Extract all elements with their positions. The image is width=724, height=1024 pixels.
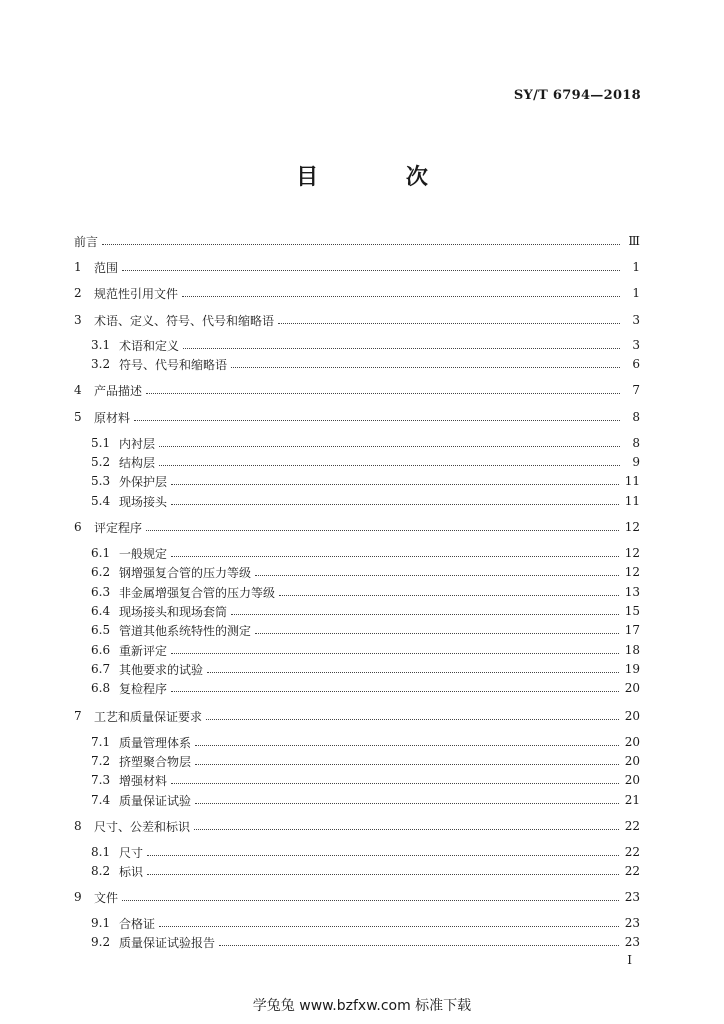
toc-entry-page: 19: [624, 662, 640, 676]
toc-entry[interactable]: [91, 733, 640, 751]
toc-entry-number: 6.3: [91, 585, 111, 599]
toc-entry-number: 7: [74, 709, 82, 723]
toc-entry-label: 符号、代号和缩略语: [119, 357, 228, 372]
toc-entry-page: 17: [624, 623, 640, 637]
toc-entry[interactable]: [91, 641, 640, 659]
toc-entry-page: 23: [624, 890, 640, 904]
toc-entry-page: 22: [624, 864, 640, 878]
toc-entry-label: 内衬层: [119, 436, 156, 451]
toc-entry-number: 3.1: [91, 338, 111, 352]
page-folio: I: [627, 953, 632, 967]
toc-entry-number: 8.1: [91, 845, 111, 859]
toc-entry-label: 质量保证试验报告: [119, 935, 216, 950]
toc-entry[interactable]: [91, 771, 640, 789]
toc-entry-label: 质量保证试验: [119, 793, 192, 808]
toc-entry-page: 3: [632, 313, 640, 327]
toc-entry-label: 复检程序: [119, 681, 168, 696]
toc-entry-number: 5.4: [91, 494, 111, 508]
toc-entry-page: Ⅲ: [628, 234, 640, 248]
toc-entry[interactable]: [74, 817, 640, 835]
toc-entry-page: 15: [624, 604, 640, 618]
toc-entry[interactable]: [74, 232, 640, 250]
toc-entry-number: 6: [74, 520, 82, 534]
toc-entry-page: 1: [632, 286, 640, 300]
toc-entry-page: 13: [624, 585, 640, 599]
toc-entry-page: 20: [624, 709, 640, 723]
dot-leader: [146, 529, 619, 531]
toc-entry[interactable]: [91, 544, 640, 562]
dot-leader: [183, 347, 620, 349]
dot-leader: [231, 613, 619, 615]
toc-entry[interactable]: [91, 492, 640, 510]
toc-entry[interactable]: [91, 434, 640, 452]
toc-entry[interactable]: [91, 933, 640, 951]
toc-entry[interactable]: [74, 888, 640, 906]
toc-entry-label: 钢增强复合管的压力等级: [119, 565, 252, 580]
toc-entry-number: 6.2: [91, 565, 111, 579]
toc-entry-label: 管道其他系统特性的测定: [119, 623, 252, 638]
toc-entry-label: 标识: [119, 864, 144, 879]
dot-leader: [219, 944, 619, 946]
dot-leader: [134, 419, 620, 421]
toc-entry[interactable]: [74, 707, 640, 725]
toc-entry-page: 20: [624, 754, 640, 768]
dot-leader: [231, 366, 620, 368]
toc-entry[interactable]: [91, 472, 640, 490]
toc-entry[interactable]: [91, 583, 640, 601]
dot-leader: [207, 671, 619, 673]
toc-entry[interactable]: [74, 381, 640, 399]
dot-leader: [122, 899, 619, 901]
toc-entry-page: 7: [632, 383, 640, 397]
toc-entry-number: 5.2: [91, 455, 111, 469]
toc-entry[interactable]: [74, 311, 640, 329]
toc-entry-label: 重新评定: [119, 643, 168, 658]
toc-entry-label: 术语和定义: [119, 338, 180, 353]
toc-entry[interactable]: [91, 660, 640, 678]
dot-leader: [146, 392, 620, 394]
toc-entry-label: 其他要求的试验: [119, 662, 204, 677]
dot-leader: [171, 652, 619, 654]
toc-entry[interactable]: [91, 453, 640, 471]
toc-entry-number: 6.8: [91, 681, 111, 695]
toc-entry-label: 原材料: [94, 410, 131, 425]
toc-entry-page: 21: [624, 793, 640, 807]
dot-leader: [195, 802, 619, 804]
toc-entry-page: 12: [624, 546, 640, 560]
toc-entry-number: 7.3: [91, 773, 111, 787]
dot-leader: [159, 464, 620, 466]
toc-entry[interactable]: [91, 621, 640, 639]
dot-leader: [147, 854, 619, 856]
toc-entry[interactable]: [91, 602, 640, 620]
dot-leader: [171, 555, 619, 557]
toc-entry-page: 23: [624, 935, 640, 949]
toc-entry[interactable]: [74, 408, 640, 426]
toc-entry-number: 9.2: [91, 935, 111, 949]
toc-entry-label: 范围: [94, 260, 119, 275]
dot-leader: [102, 243, 620, 245]
dot-leader: [159, 445, 620, 447]
toc-entry-page: 9: [632, 455, 640, 469]
toc-entry[interactable]: [74, 284, 640, 302]
toc-entry[interactable]: [91, 843, 640, 861]
toc-entry-number: 9: [74, 890, 82, 904]
toc-entry-number: 6.5: [91, 623, 111, 637]
dot-leader: [147, 873, 619, 875]
toc-entry-label: 评定程序: [94, 520, 143, 535]
dot-leader: [279, 594, 619, 596]
toc-entry-page: 11: [624, 474, 640, 488]
dot-leader: [255, 632, 619, 634]
toc-entry-label: 工艺和质量保证要求: [94, 709, 203, 724]
dot-leader: [194, 828, 619, 830]
toc-entry-label: 前言: [74, 234, 99, 249]
toc-entry-label: 结构层: [119, 455, 156, 470]
toc-entry-label: 非金属增强复合管的压力等级: [119, 585, 276, 600]
toc-entry-label: 现场接头: [119, 494, 168, 509]
toc-entry-label: 产品描述: [94, 383, 143, 398]
toc-entry-page: 18: [624, 643, 640, 657]
toc-entry-label: 文件: [94, 890, 119, 905]
toc-entry[interactable]: [91, 563, 640, 581]
toc-entry-label: 规范性引用文件: [94, 286, 179, 301]
toc-entry[interactable]: [91, 752, 640, 770]
toc-entry-number: 7.1: [91, 735, 111, 749]
toc-entry[interactable]: [91, 791, 640, 809]
dot-leader: [255, 574, 619, 576]
dot-leader: [195, 744, 619, 746]
toc-entry-page: 11: [624, 494, 640, 508]
toc-entry-number: 3: [74, 313, 82, 327]
toc-entry-label: 增强材料: [119, 773, 168, 788]
toc-entry-page: 3: [632, 338, 640, 352]
toc-entry-number: 8.2: [91, 864, 111, 878]
dot-leader: [195, 763, 619, 765]
dot-leader: [206, 718, 619, 720]
toc-entry-number: 4: [74, 383, 82, 397]
toc-entry-number: 6.6: [91, 643, 111, 657]
standard-code: SY/T 6794—2018: [513, 88, 641, 103]
toc-entry-label: 尺寸: [119, 845, 144, 860]
toc-entry-page: 12: [624, 520, 640, 534]
dot-leader: [278, 322, 620, 324]
toc-entry-number: 5.3: [91, 474, 111, 488]
toc-entry-page: 22: [624, 819, 640, 833]
toc-entry[interactable]: [91, 862, 640, 880]
toc-entry[interactable]: [91, 336, 640, 354]
toc-entry[interactable]: [91, 914, 640, 932]
toc-entry-number: 8: [74, 819, 82, 833]
toc-entry-label: 外保护层: [119, 474, 168, 489]
toc-entry-number: 5: [74, 410, 82, 424]
toc-entry-number: 6.4: [91, 604, 111, 618]
toc-entry-label: 现场接头和现场套筒: [119, 604, 228, 619]
dot-leader: [122, 269, 620, 271]
toc-entry-number: 3.2: [91, 357, 111, 371]
toc-entry-label: 尺寸、公差和标识: [94, 819, 191, 834]
toc-entry-page: 1: [632, 260, 640, 274]
toc-entry[interactable]: [74, 518, 640, 536]
toc-entry-page: 12: [624, 565, 640, 579]
toc-entry-page: 20: [624, 773, 640, 787]
toc-entry-label: 一般规定: [119, 546, 168, 561]
dot-leader: [171, 483, 619, 485]
toc-entry-page: 8: [632, 436, 640, 450]
toc-entry-number: 2: [74, 286, 82, 300]
toc-entry[interactable]: [74, 258, 640, 276]
dot-leader: [171, 782, 619, 784]
toc-entry-number: 1: [74, 260, 82, 274]
toc-entry-number: 5.1: [91, 436, 111, 450]
toc-entry-label: 质量管理体系: [119, 735, 192, 750]
toc-entry[interactable]: [91, 355, 640, 373]
toc-entry-page: 8: [632, 410, 640, 424]
dot-leader: [182, 295, 620, 297]
toc-title: 目 次: [296, 164, 468, 190]
dot-leader: [171, 690, 619, 692]
toc-entry-page: 22: [624, 845, 640, 859]
toc-entry-page: 20: [624, 735, 640, 749]
toc-entry-page: 23: [624, 916, 640, 930]
toc-entry-page: 20: [624, 681, 640, 695]
toc-entry-number: 6.7: [91, 662, 111, 676]
dot-leader: [159, 925, 619, 927]
toc-entry-page: 6: [632, 357, 640, 371]
toc-entry-number: 7.4: [91, 793, 111, 807]
toc-entry-number: 9.1: [91, 916, 111, 930]
toc-entry-number: 6.1: [91, 546, 111, 560]
toc-entry[interactable]: [91, 679, 640, 697]
toc-entry-number: 7.2: [91, 754, 111, 768]
dot-leader: [171, 503, 619, 505]
toc-entry-label: 挤塑聚合物层: [119, 754, 192, 769]
footer-watermark-text: 学兔兔 www.bzfxw.com 标准下载: [252, 998, 472, 1014]
toc-entry-label: 术语、定义、符号、代号和缩略语: [94, 313, 275, 328]
toc-entry-label: 合格证: [119, 916, 156, 931]
